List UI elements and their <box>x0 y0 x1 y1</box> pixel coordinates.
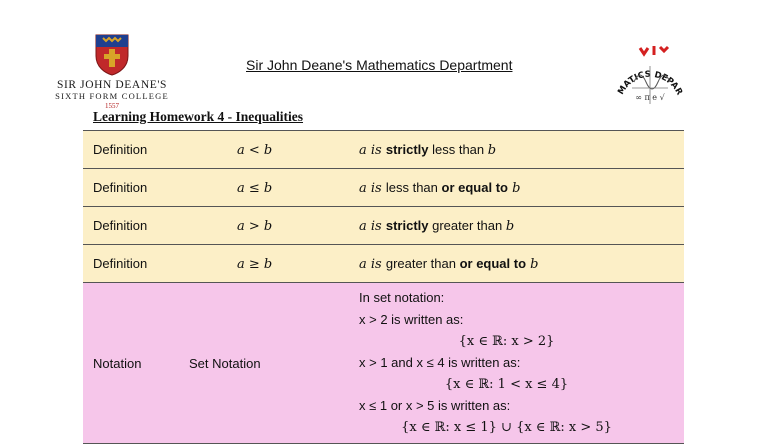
maths-department-logo-icon <box>610 38 690 118</box>
set-notation: {x ∈ ℝ: 1 < x ≤ 4} <box>444 376 569 392</box>
row-type: Definition <box>83 131 179 169</box>
notation-example: x > 1 and x ≤ 4 is written as: <box>359 355 521 371</box>
row-description: a is strictly greater than b <box>349 207 684 245</box>
row-type: Notation <box>83 283 179 444</box>
table-row <box>83 131 684 169</box>
homework-title: Learning Homework 4 - Inequalities <box>93 109 304 124</box>
college-subtitle: SIXTH FORM COLLEGE <box>55 91 169 101</box>
notation-example: x ≤ 1 or x > 5 is written as: <box>359 398 511 414</box>
row-expression <box>179 245 349 283</box>
set-notation: {x ∈ ℝ: x ≤ 1} ∪ {x ∈ ℝ: x > 5} <box>401 419 612 435</box>
inequalities-table <box>83 130 684 444</box>
table-row <box>83 245 684 283</box>
row-description <box>349 283 684 444</box>
page-title: Sir John Deane's Mathematics Department <box>246 57 513 73</box>
row-description: a is less than or equal to b <box>349 169 684 207</box>
inequality-expression: a < b <box>237 142 273 158</box>
row-type: Definition <box>83 169 179 207</box>
logo-symbols: ∞ π e √ <box>635 93 665 102</box>
logo-ring-text: MATICS DEPAR <box>616 69 684 97</box>
college-name: SIR JOHN DEANE'S <box>56 79 168 91</box>
notation-example: x > 2 is written as: <box>359 312 464 328</box>
college-crest-icon <box>95 34 129 76</box>
inequality-expression: a ≤ b <box>237 180 273 196</box>
table-row <box>83 283 684 444</box>
row-type: Definition <box>83 207 179 245</box>
inequality-expression: a ≥ b <box>237 256 273 272</box>
row-topic: Set Notation <box>179 283 349 444</box>
college-year: 1557 <box>105 102 119 110</box>
table-row <box>83 207 684 245</box>
maths-department-logo <box>610 38 690 118</box>
set-notation: {x ∈ ℝ: x > 2} <box>458 333 555 349</box>
table-row <box>83 169 684 207</box>
row-expression <box>179 131 349 169</box>
row-description: a is greater than or equal to b <box>349 245 684 283</box>
college-logo <box>46 34 178 111</box>
row-expression <box>179 207 349 245</box>
row-type: Definition <box>83 245 179 283</box>
row-expression <box>179 169 349 207</box>
notation-intro: In set notation: <box>359 290 445 306</box>
row-description: a is strictly less than b <box>349 131 684 169</box>
inequality-expression: a > b <box>237 218 273 234</box>
